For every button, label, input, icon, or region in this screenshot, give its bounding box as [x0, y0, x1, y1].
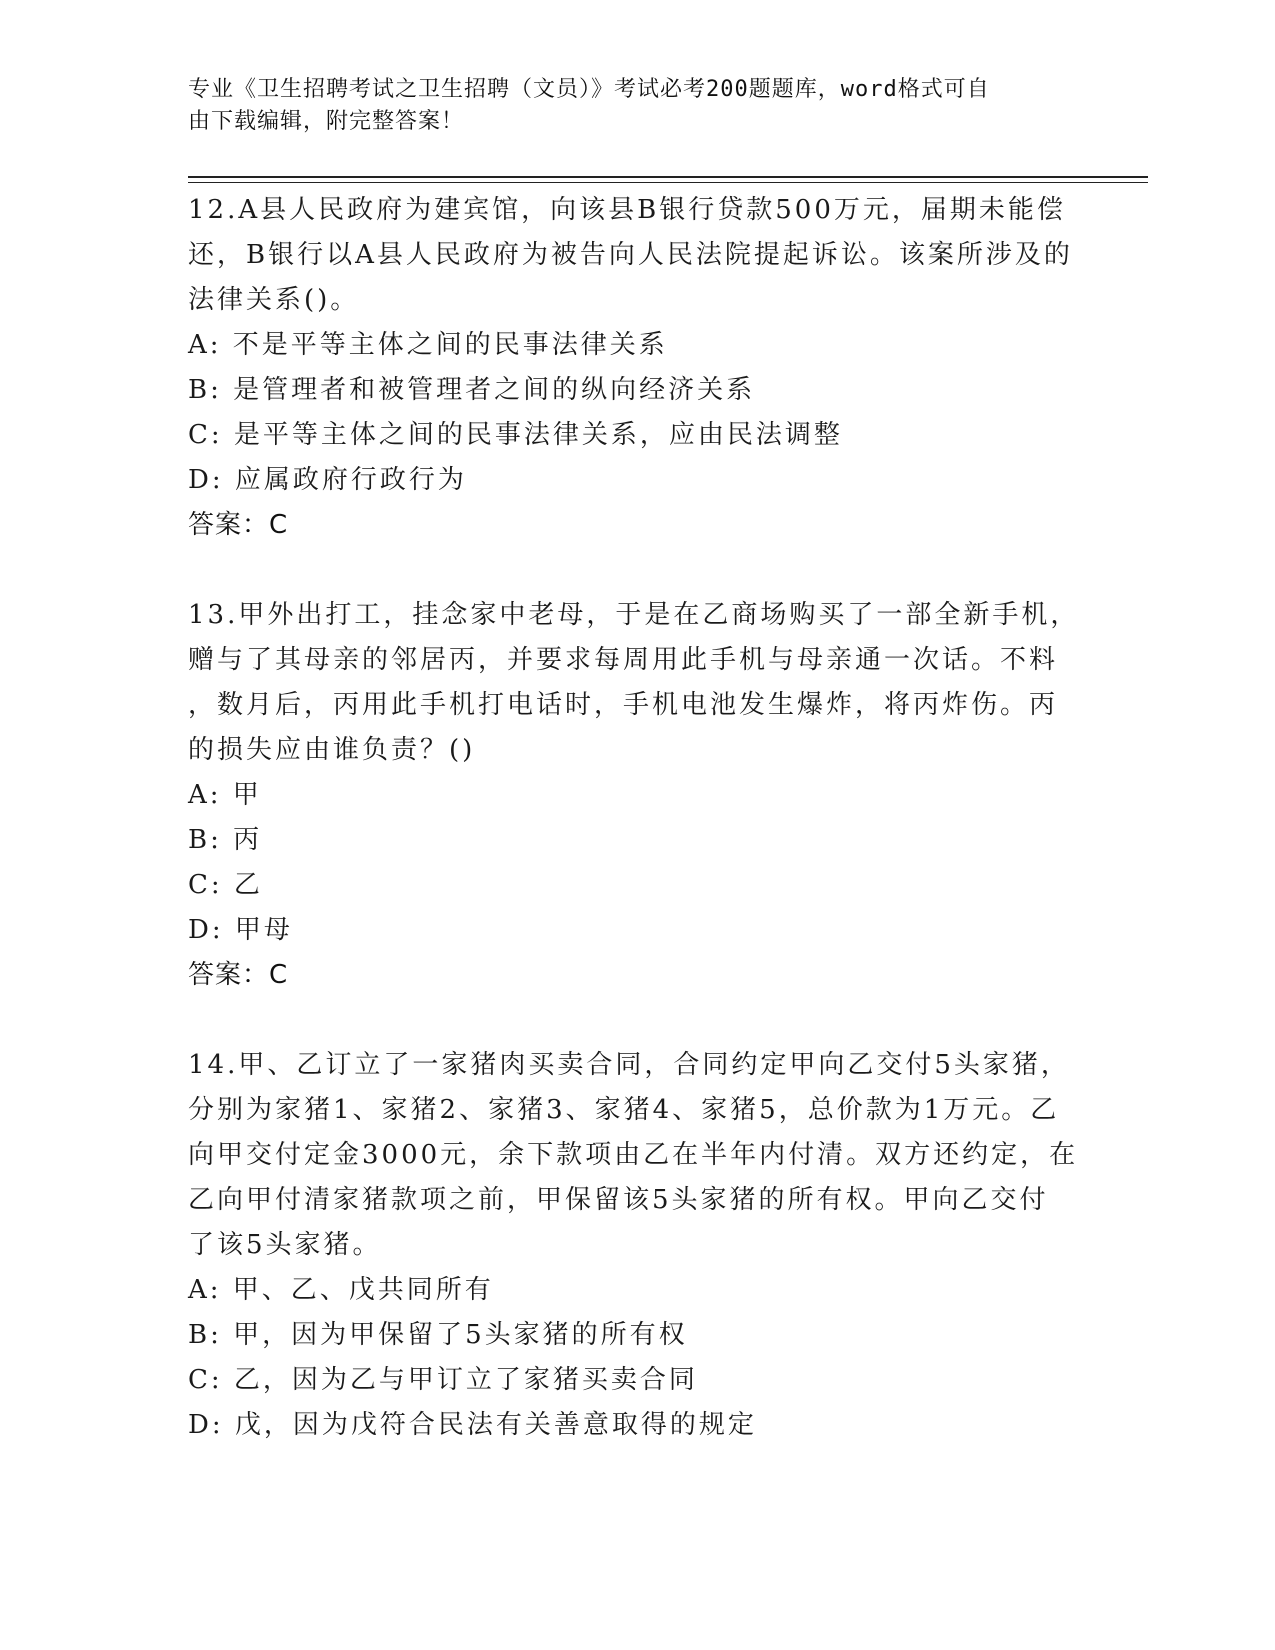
question-text: [188, 1043, 1088, 1268]
question-line: 还，B银行以A县人民政府为被告向人民法院提起诉讼。该案所涉及的: [188, 240, 1073, 270]
header-divider-thin: [188, 182, 1148, 183]
question-line: 的损失应由谁负责？(): [188, 735, 476, 765]
option-d: D: 戊，因为戊符合民法有关善意取得的规定: [188, 1410, 757, 1440]
option-list: [188, 323, 1088, 503]
option-b: B: 丙: [188, 825, 263, 855]
option-a: A: 不是平等主体之间的民事法律关系: [188, 330, 668, 360]
question-spacer: [188, 998, 1088, 1043]
question-12: [188, 188, 1088, 548]
question-text: [188, 188, 1088, 323]
option-c: C: 乙: [188, 870, 263, 900]
question-line: ，数月后，丙用此手机打电话时，手机电池发生爆炸，将丙炸伤。丙: [188, 690, 1059, 720]
question-line: 13.甲外出打工，挂念家中老母，于是在乙商场购买了一部全新手机，: [188, 600, 1080, 630]
question-text: [188, 593, 1088, 773]
question-list: [188, 188, 1088, 1448]
option-b: B: 甲，因为甲保留了5头家猪的所有权: [188, 1320, 688, 1350]
option-list: [188, 773, 1088, 953]
answer-text: 答案：C: [188, 510, 289, 540]
option-c: C: 乙，因为乙与甲订立了家猪买卖合同: [188, 1365, 698, 1395]
option-d: D: 应属政府行政行为: [188, 465, 467, 495]
option-a: A: 甲、乙、戊共同所有: [188, 1275, 494, 1305]
option-d: D: 甲母: [188, 915, 293, 945]
document-header: [188, 74, 1068, 138]
option-b: B: 是管理者和被管理者之间的纵向经济关系: [188, 375, 756, 405]
answer-text: 答案：C: [188, 960, 289, 990]
question-line: 了该5头家猪。: [188, 1230, 382, 1260]
header-line-2: 由下载编辑，附完整答案！: [188, 109, 465, 134]
question-line: 乙向甲付清家猪款项之前，甲保留该5头家猪的所有权。甲向乙交付: [188, 1185, 1049, 1215]
option-c: C: 是平等主体之间的民事法律关系，应由民法调整: [188, 420, 843, 450]
option-a: A: 甲: [188, 780, 262, 810]
question-14: [188, 1043, 1088, 1448]
header-line-1: 专业《卫生招聘考试之卫生招聘（文员）》考试必考200题题库，word格式可自: [188, 77, 990, 102]
question-13: [188, 593, 1088, 998]
question-line: 赠与了其母亲的邻居丙，并要求每周用此手机与母亲通一次话。不料: [188, 645, 1059, 675]
question-line: 法律关系()。: [188, 285, 360, 315]
question-spacer: [188, 548, 1088, 593]
header-divider-thick: [188, 176, 1148, 178]
question-line: 14.甲、乙订立了一家猪肉买卖合同，合同约定甲向乙交付5头家猪，: [188, 1050, 1070, 1080]
question-line: 向甲交付定金3000元，余下款项由乙在半年内付清。双方还约定，在: [188, 1140, 1079, 1170]
option-list: [188, 1268, 1088, 1448]
question-line: 12.A县人民政府为建宾馆，向该县B银行贷款500万元，届期未能偿: [188, 195, 1066, 225]
question-line: 分别为家猪1、家猪2、家猪3、家猪4、家猪5，总价款为1万元。乙: [188, 1095, 1060, 1125]
